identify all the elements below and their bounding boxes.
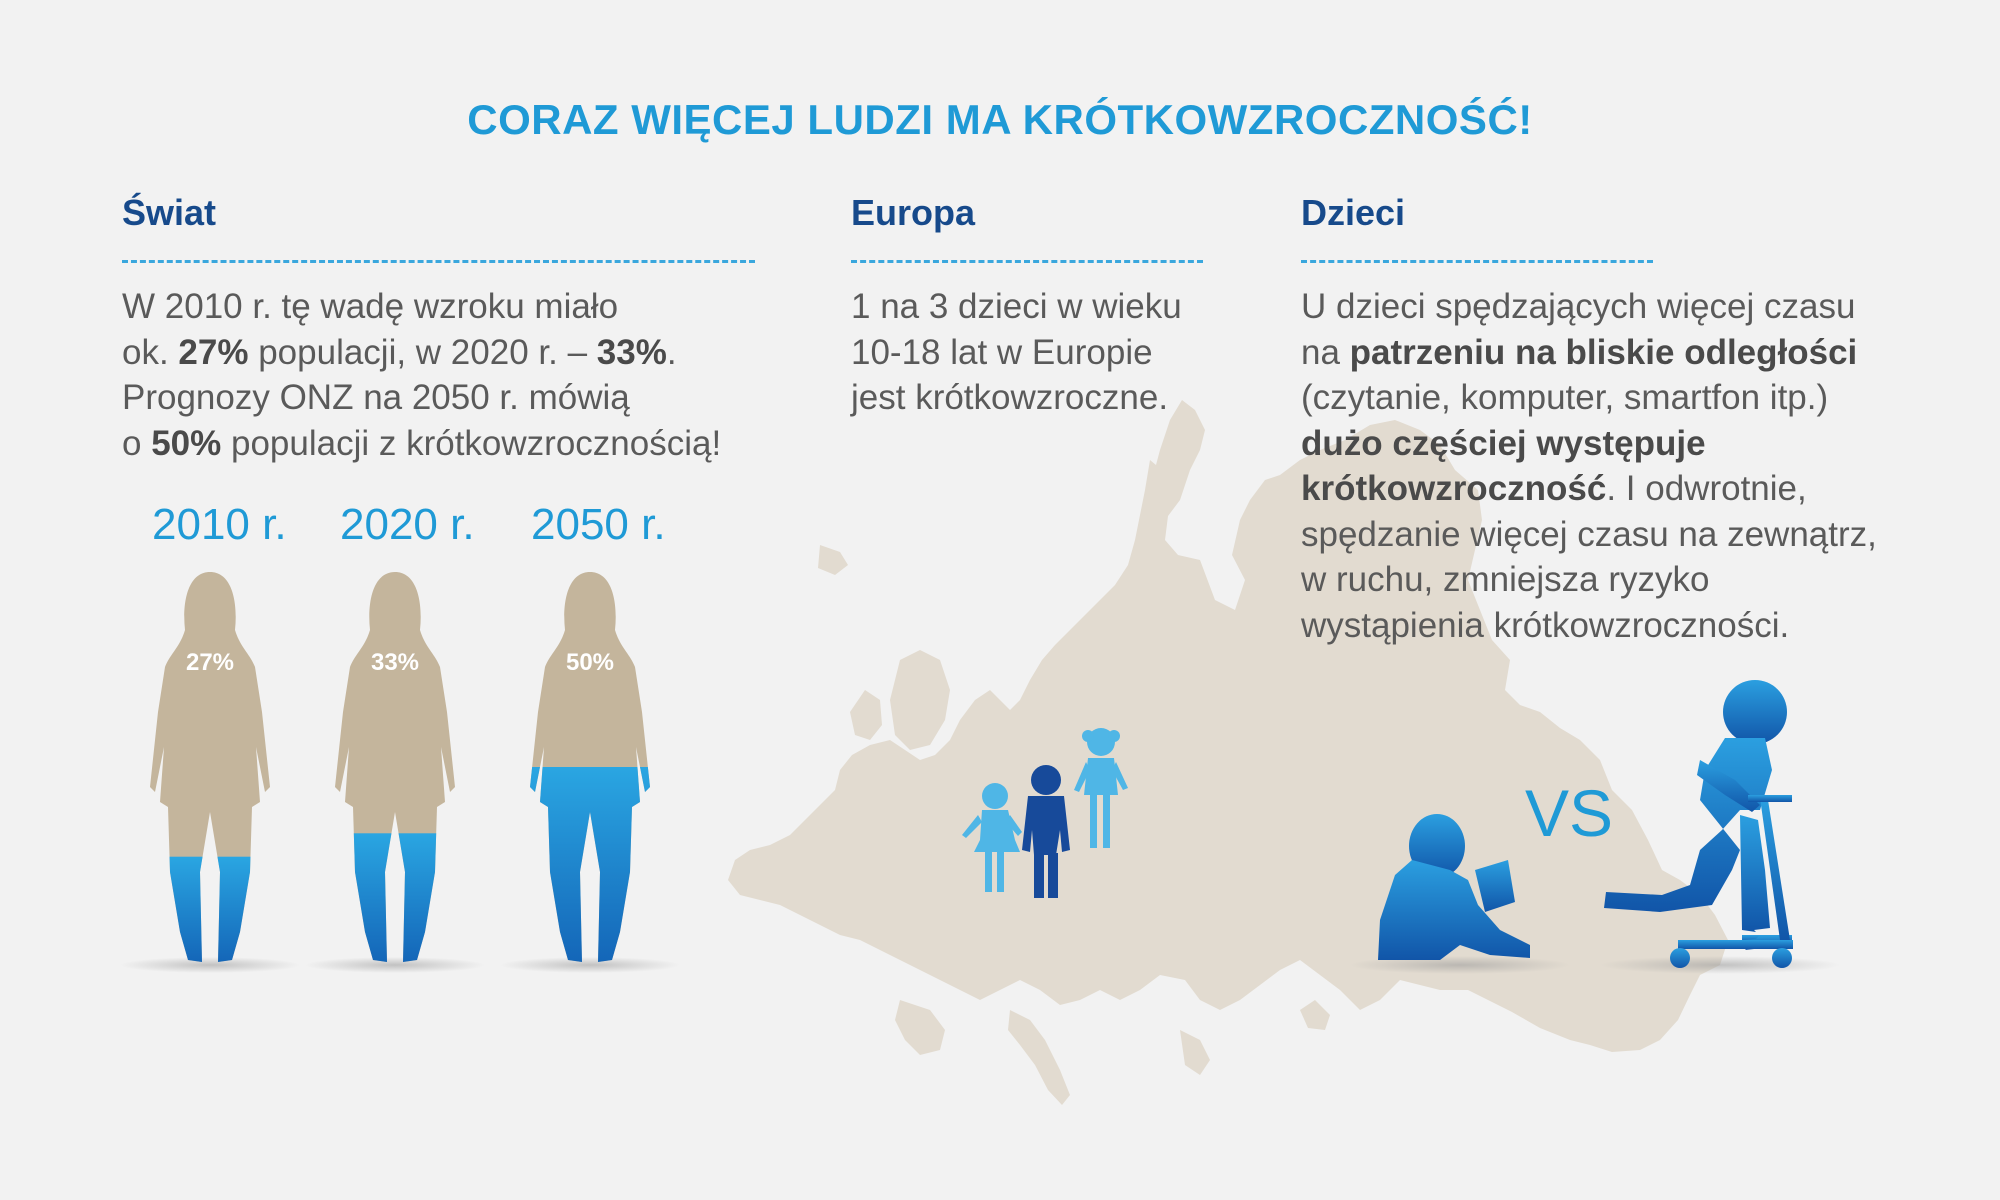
children-heading: Dzieci <box>1301 192 1406 233</box>
text-line <box>122 375 721 421</box>
text-line <box>122 421 721 467</box>
emphasis-text: 33% <box>596 332 667 372</box>
emphasis-text: 50% <box>151 423 222 463</box>
figure-shadow <box>305 957 485 973</box>
percent-label: 50% <box>565 649 615 676</box>
figure-shadow <box>500 957 680 973</box>
text-run: 10-18 lat w Europie <box>851 332 1153 372</box>
world-heading: Świat <box>122 192 217 233</box>
text-run: U dzieci spędzających więcej czasu <box>1301 287 1856 326</box>
emphasis-text: 27% <box>178 332 249 372</box>
woman-silhouette-icon <box>520 572 660 962</box>
myopia-share-fill <box>520 767 660 962</box>
text-run: o <box>122 423 152 463</box>
text-line <box>1301 330 1877 376</box>
text-line <box>1301 421 1877 467</box>
text-run: populacji, w 2020 r. – <box>248 332 597 372</box>
children-text <box>1301 284 1877 648</box>
percent-label: 27% <box>185 649 235 676</box>
text-line <box>1301 603 1877 649</box>
text-run: (czytanie, komputer, smartfon itp.) <box>1301 378 1829 417</box>
year-label-2020: 2020 r. <box>340 500 475 549</box>
text-run: jest krótkowzroczne. <box>851 378 1169 417</box>
woman-figures <box>140 572 660 962</box>
text-line <box>851 284 1182 330</box>
text-line <box>1301 512 1877 558</box>
text-line <box>851 330 1182 376</box>
text-run: 1 na 3 dzieci w wieku <box>851 287 1182 326</box>
vs-label: VS <box>1525 776 1614 850</box>
percent-label: 33% <box>370 649 420 676</box>
text-run: . <box>666 332 677 372</box>
year-label-2010: 2010 r. <box>152 500 287 549</box>
silhouette-body <box>325 572 465 962</box>
text-run: ok. <box>122 332 179 372</box>
europe-divider <box>851 260 1203 263</box>
europe-text <box>851 284 1182 421</box>
woman-silhouette-icon <box>325 572 465 962</box>
kid-shadow <box>1600 956 1840 974</box>
emphasis-text: dużo częściej występuje <box>1301 423 1706 463</box>
text-line <box>1301 557 1877 603</box>
figure-shadow <box>120 957 300 973</box>
text-run: spędzanie więcej czasu na zewnątrz, <box>1301 514 1877 554</box>
text-run: populacji z krótkowzrocznością! <box>221 423 722 463</box>
text-run: na <box>1301 332 1350 372</box>
world-text <box>122 284 721 466</box>
text-run: Prognozy ONZ na 2050 r. mówią <box>122 378 630 417</box>
text-line <box>122 284 721 330</box>
text-run: W 2010 r. tę wadę wzroku miało <box>122 287 619 326</box>
woman-silhouette-icon <box>140 572 280 962</box>
emphasis-text: krótkowzroczność <box>1301 469 1607 508</box>
world-divider <box>122 260 755 263</box>
text-run: wystąpienia krótkowzroczności. <box>1301 605 1790 645</box>
text-run: . I odwrotnie, <box>1606 469 1807 508</box>
europe-heading: Europa <box>851 192 976 233</box>
myopia-share-fill <box>325 833 465 962</box>
year-label-2050: 2050 r. <box>531 500 666 549</box>
text-line <box>122 330 721 376</box>
emphasis-text: patrzeniu na bliskie odległości <box>1349 332 1858 372</box>
text-run: w ruchu, zmniejsza ryzyko <box>1301 560 1710 599</box>
silhouette-body <box>140 572 280 962</box>
page-title: CORAZ WIĘCEJ LUDZI MA KRÓTKOWZROCZNOŚĆ! <box>467 96 1533 143</box>
myopia-share-fill <box>140 857 280 962</box>
text-line <box>851 375 1182 421</box>
children-divider <box>1301 260 1653 263</box>
text-line <box>1301 466 1877 512</box>
text-line <box>1301 284 1877 330</box>
text-line <box>1301 375 1877 421</box>
